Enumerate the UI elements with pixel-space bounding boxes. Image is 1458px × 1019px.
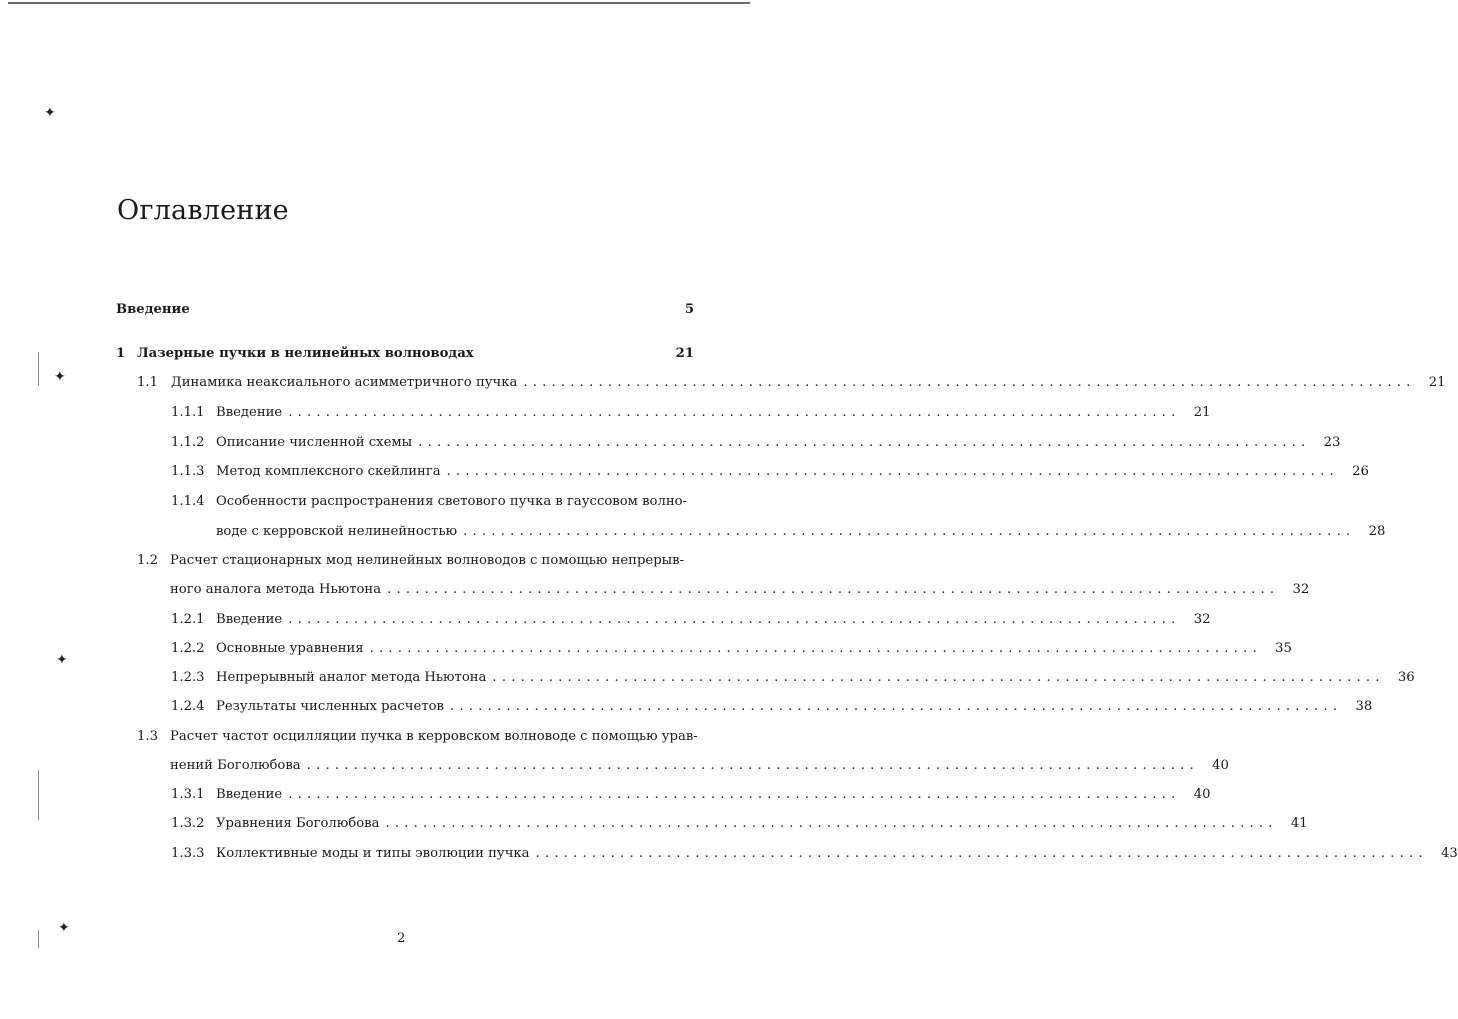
- toc-entry-label: Лазерные пучки в нелинейных волноводах: [137, 346, 474, 361]
- toc-leader: ...............................................................................................: [288, 787, 1181, 802]
- toc-entry-label: воде с керровской нелинейностью: [216, 524, 458, 539]
- toc-entry-section-1-1[interactable]: [137, 375, 1446, 390]
- toc-leader: ...............................................................................................: [535, 846, 1428, 861]
- scan-artifact-line: [38, 930, 39, 948]
- toc-entry-label: Введение: [116, 302, 190, 317]
- toc-leader: ...............................................................................................: [418, 435, 1311, 450]
- toc-entry-page: 21: [1428, 375, 1446, 390]
- toc-entry-subsection-1-2-2[interactable]: [171, 641, 1292, 656]
- toc-entry-label: Расчет частот осцилляции пучка в керровском волноводе с помощью урав-: [170, 729, 698, 744]
- toc-entry-section-1-2-line2[interactable]: [170, 582, 1310, 597]
- scan-artifact-mark: ✦: [44, 105, 56, 121]
- toc-leader: ...............................................................................................: [523, 375, 1416, 390]
- toc-entry-subsection-1-1-1[interactable]: [171, 405, 1211, 420]
- scan-top-rule: [8, 2, 750, 4]
- toc-entry-subsection-1-3-2[interactable]: [171, 816, 1308, 831]
- toc-entry-subsection-1-2-3[interactable]: [171, 670, 1415, 685]
- toc-entry-number: 1.1.3: [171, 464, 205, 479]
- toc-entry-number: 1.3.3: [171, 846, 205, 861]
- toc-entry-number: 1.1.1: [171, 405, 205, 420]
- page-number: 2: [397, 931, 406, 946]
- toc-entry-subsection-1-3-3[interactable]: [171, 846, 1458, 861]
- toc-entry-subsection-1-1-3[interactable]: [171, 464, 1369, 479]
- toc-entry-number: 1.1.2: [171, 435, 205, 450]
- toc-entry-number: 1.1: [137, 375, 158, 390]
- toc-entry-number: 1.2.1: [171, 612, 205, 627]
- toc-entry-page: 43: [1440, 846, 1458, 861]
- toc-entry-subsection-1-3-1[interactable]: [171, 787, 1211, 802]
- toc-entry-number: 1.2.4: [171, 699, 205, 714]
- toc-entry-page: 32: [1193, 612, 1211, 627]
- toc-entry-label: Метод комплексного скейлинга: [216, 464, 441, 479]
- toc-entry-subsection-1-1-2[interactable]: [171, 435, 1341, 450]
- toc-entry-subsection-1-1-4-line1[interactable]: [171, 494, 687, 509]
- toc-leader: ...............................................................................................: [369, 641, 1262, 656]
- page-title: Оглавление: [117, 195, 289, 226]
- scan-artifact-mark: ✦: [56, 652, 68, 668]
- toc-leader: ...............................................................................................: [449, 699, 1343, 714]
- scan-artifact-mark: ✦: [58, 920, 70, 936]
- toc-entry-subsection-1-2-4[interactable]: [171, 699, 1373, 714]
- scan-artifact-mark: ✦: [54, 369, 66, 385]
- toc-entry-section-1-3-line1[interactable]: [137, 729, 698, 744]
- toc-entry-page: 40: [1193, 787, 1211, 802]
- toc-entry-page: 35: [1275, 641, 1292, 656]
- toc-entry-section-1-2-line1[interactable]: [137, 553, 684, 568]
- toc-entry-label: Введение: [216, 787, 283, 802]
- toc-entry-page: 26: [1352, 464, 1369, 479]
- toc-entry-number: 1.2.3: [171, 670, 205, 685]
- toc-entry-label: Введение: [216, 612, 283, 627]
- toc-entry-label: Динамика неаксиального асимметричного пучка: [171, 375, 518, 390]
- toc-entry-label: Коллективные моды и типы эволюции пучка: [216, 846, 530, 861]
- toc-entry-page: 21: [675, 346, 694, 361]
- toc-leader: ...............................................................................................: [492, 670, 1385, 685]
- toc-entry-label: нений Боголюбова: [170, 758, 301, 773]
- toc-leader: ...............................................................................................: [385, 816, 1278, 831]
- toc-entry-page: 38: [1355, 699, 1373, 714]
- toc-entry-page: 36: [1397, 670, 1415, 685]
- toc-leader: ...............................................................................................: [288, 612, 1181, 627]
- toc-entry-section-1-3-line2[interactable]: [170, 758, 1229, 773]
- toc-entry-label: Введение: [216, 405, 283, 420]
- toc-entry-page: 23: [1323, 435, 1341, 450]
- toc-entry-label: Описание численной схемы: [216, 435, 413, 450]
- toc-entry-page: 32: [1292, 582, 1310, 597]
- toc-entry-subsection-1-2-1[interactable]: [171, 612, 1211, 627]
- toc-entry-label: ного аналога метода Ньютона: [170, 582, 382, 597]
- scan-artifact-line: [38, 352, 39, 386]
- toc-entry-number: 1: [116, 346, 126, 361]
- toc-entry-number: 1.3: [137, 729, 158, 744]
- toc-entry-page: 41: [1290, 816, 1308, 831]
- toc-entry-number: 1.2: [137, 553, 158, 568]
- toc-entry-number: 1.1.4: [171, 494, 205, 509]
- toc-leader: ...............................................................................................: [446, 464, 1339, 479]
- toc-entry-label: Основные уравнения: [216, 641, 364, 656]
- toc-entry-label: Особенности распространения светового пучка в гауссовом волно-: [216, 494, 688, 509]
- toc-leader: ...............................................................................................: [387, 582, 1280, 597]
- scan-artifact-line: [38, 770, 39, 820]
- toc-entry-page: 5: [684, 302, 694, 317]
- toc-leader: ...............................................................................................: [463, 524, 1356, 539]
- toc-entry-page: 21: [1193, 405, 1211, 420]
- toc-leader: ...............................................................................................: [306, 758, 1199, 773]
- toc-entry-label: Непрерывный аналог метода Ньютона: [216, 670, 487, 685]
- toc-entry-page: 28: [1368, 524, 1386, 539]
- toc-entry-subsection-1-1-4-line2[interactable]: [216, 524, 1386, 539]
- toc-entry-introduction[interactable]: [116, 302, 694, 317]
- toc-entry-chapter-1[interactable]: [116, 346, 694, 361]
- toc-entry-number: 1.3.1: [171, 787, 205, 802]
- toc-entry-label: Результаты численных расчетов: [216, 699, 444, 714]
- toc-entry-page: 40: [1212, 758, 1229, 773]
- toc-entry-number: 1.3.2: [171, 816, 205, 831]
- toc-entry-number: 1.2.2: [171, 641, 205, 656]
- toc-entry-label: Уравнения Боголюбова: [216, 816, 380, 831]
- toc-entry-label: Расчет стационарных мод нелинейных волноводов с помощью непрерыв-: [170, 553, 685, 568]
- toc-leader: ...............................................................................................: [288, 405, 1181, 420]
